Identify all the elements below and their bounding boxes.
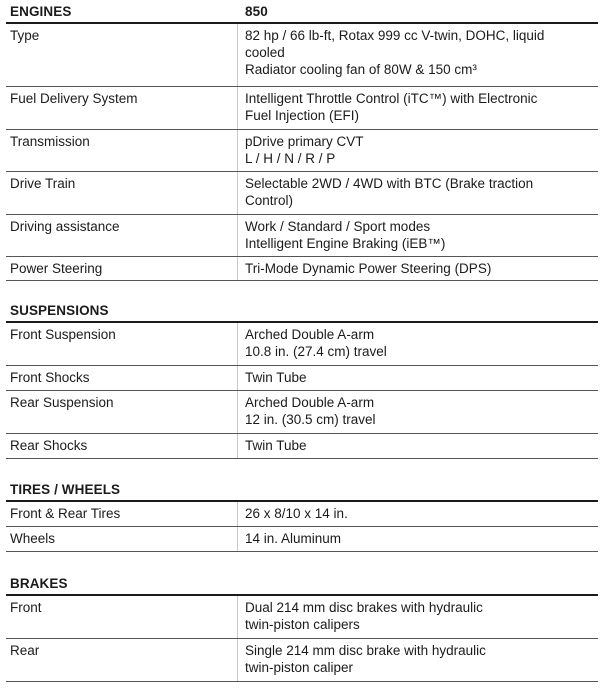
spec-label: Front Suspension <box>10 327 116 342</box>
spec-row-type <box>6 24 598 87</box>
spec-value: Arched Double A-arm 12 in. (30.5 cm) travel <box>245 395 376 427</box>
spec-row-drive-train <box>6 172 598 215</box>
spec-value: Twin Tube <box>245 438 307 453</box>
spec-row-fuel-delivery <box>6 87 598 130</box>
spec-row-front-shocks <box>6 366 598 391</box>
spec-value: 26 x 8/10 x 14 in. <box>245 506 348 521</box>
spec-label: Front Shocks <box>10 370 90 385</box>
spec-value: Selectable 2WD / 4WD with BTC (Brake traction Control) <box>245 176 534 208</box>
spec-row-rear-shocks <box>6 434 598 459</box>
engines-title: ENGINES <box>10 4 72 19</box>
spec-label: Wheels <box>10 531 56 546</box>
spec-value: Intelligent Throttle Control (iTC™) with Electronic Fuel Injection (EFI) <box>245 91 538 123</box>
brakes-header <box>6 572 598 596</box>
suspensions-section <box>6 299 598 459</box>
spec-row-front-suspension <box>6 323 598 366</box>
spec-label: Rear Suspension <box>10 395 114 410</box>
spec-label: Rear Shocks <box>10 438 88 453</box>
spec-label: Drive Train <box>10 176 76 191</box>
spec-row-front-rear-tires <box>6 502 598 527</box>
engines-header <box>6 0 598 24</box>
tires-wheels-title: TIRES / WHEELS <box>10 482 121 497</box>
engines-model: 850 <box>245 4 268 19</box>
suspensions-header <box>6 299 598 323</box>
spec-label: Fuel Delivery System <box>10 91 138 106</box>
spec-label: Front <box>10 600 42 615</box>
tires-wheels-section <box>6 478 598 552</box>
engines-section <box>6 0 598 281</box>
spec-value: Arched Double A-arm 10.8 in. (27.4 cm) travel <box>245 327 387 359</box>
spec-label: Driving assistance <box>10 219 120 234</box>
spec-row-rear-brakes <box>6 639 598 682</box>
spec-value: Twin Tube <box>245 370 307 385</box>
spec-label: Rear <box>10 643 40 658</box>
spec-value: Single 214 mm disc brake with hydraulic twin-piston caliper <box>245 643 486 675</box>
spec-label: Transmission <box>10 134 90 149</box>
spec-value: pDrive primary CVT L / H / N / R / P <box>245 134 364 166</box>
suspensions-title: SUSPENSIONS <box>10 303 109 318</box>
spec-row-driving-assistance <box>6 215 598 257</box>
spec-label: Type <box>10 28 40 43</box>
spec-value: Work / Standard / Sport modes Intelligent Engine Braking (iEB™) <box>245 219 446 251</box>
spec-value: 14 in. Aluminum <box>245 531 342 546</box>
spec-value: Tri-Mode Dynamic Power Steering (DPS) <box>245 261 492 276</box>
brakes-section <box>6 572 598 682</box>
spec-value: 82 hp / 66 lb-ft, Rotax 999 cc V-twin, DOHC, liquid cooled Radiator cooling fan of 80W & 150 cm³ <box>245 28 545 77</box>
spec-row-wheels <box>6 527 598 552</box>
spec-label: Front & Rear Tires <box>10 506 121 521</box>
spec-row-rear-suspension <box>6 391 598 434</box>
spec-value: Dual 214 mm disc brakes with hydraulic twin-piston calipers <box>245 600 483 632</box>
tires-wheels-header <box>6 478 598 502</box>
spec-row-transmission <box>6 130 598 172</box>
spec-label: Power Steering <box>10 261 103 276</box>
spec-row-power-steering <box>6 257 598 281</box>
spec-row-front-brakes <box>6 596 598 639</box>
brakes-title: BRAKES <box>10 576 68 591</box>
